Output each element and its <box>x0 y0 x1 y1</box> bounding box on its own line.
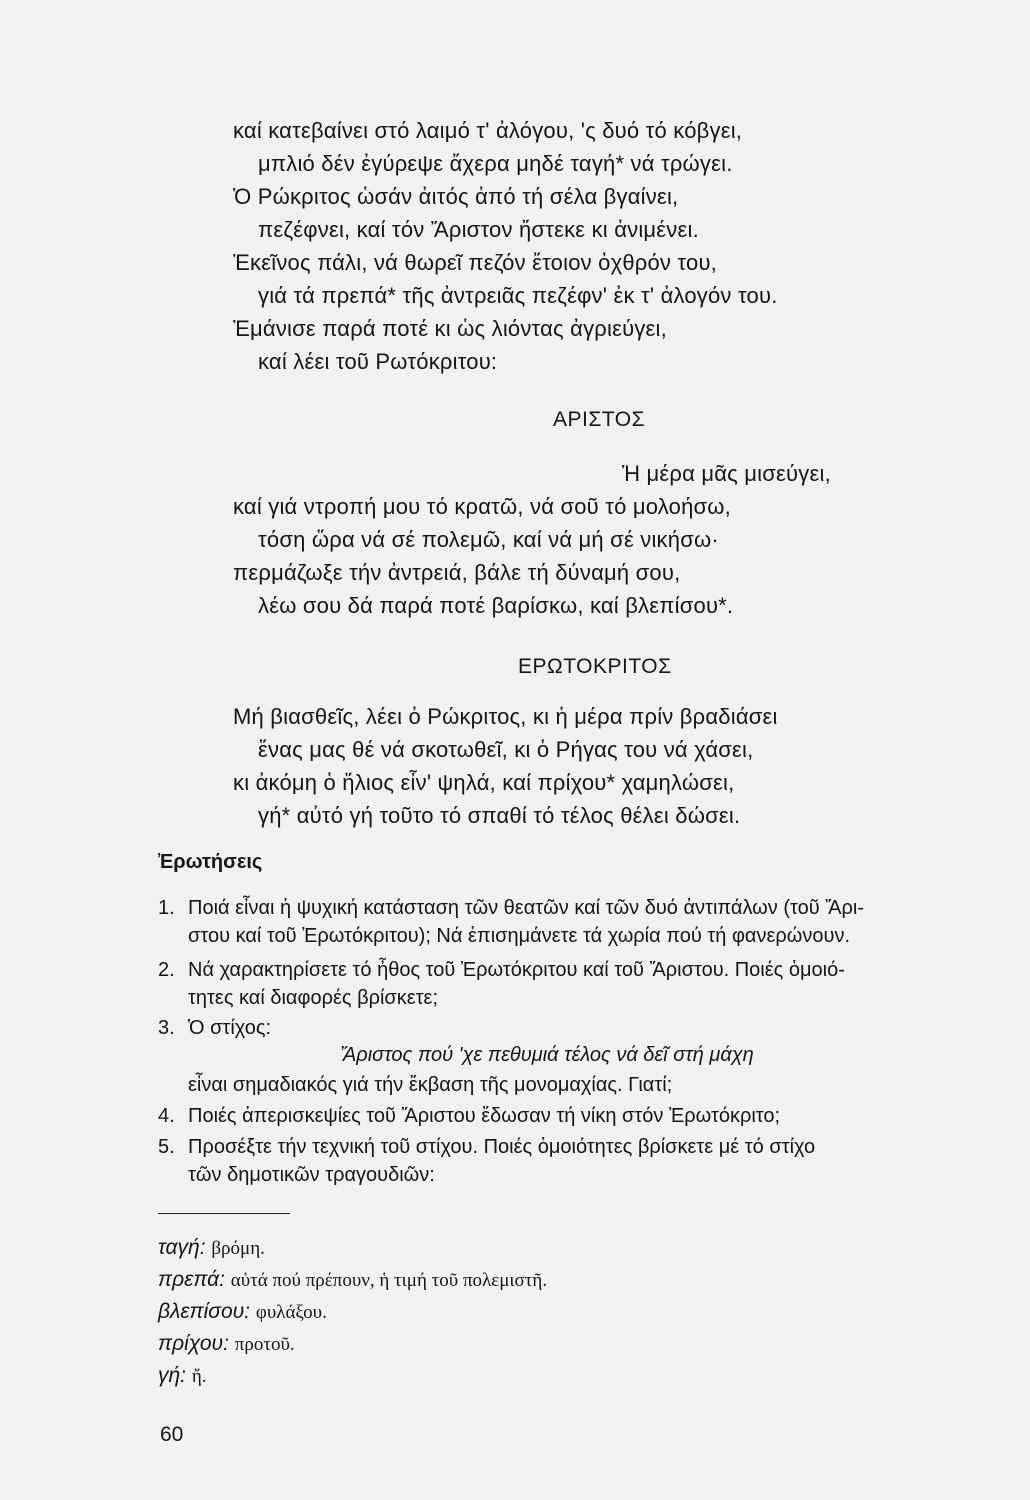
glossary-term: γή: <box>158 1364 186 1387</box>
speaker-heading: ΑΡΙΣΤΟΣ <box>553 408 646 431</box>
footnote-divider <box>158 1213 290 1214</box>
verse-line: καί κατεβαίνει στό λαιμό τ' ἀλόγου, 'ς δυό τό κόβγει, <box>233 118 743 143</box>
glossary-definition: αὐτά πού πρέπουν, ἡ τιμή τοῦ πολεμιστῆ. <box>230 1270 548 1291</box>
question-text: Νά χαρακτηρίσετε τό ἦθος τοῦ Ἐρωτόκριτου καί τοῦ Ἄριστου. Ποιές ὁμοιό- <box>188 959 845 981</box>
question-number: 2. <box>158 959 175 981</box>
speaker-heading: ΕΡΩΤΟΚΡΙΤΟΣ <box>518 655 672 678</box>
question-text: Προσέξτε τήν τεχνική τοῦ στίχου. Ποιές ὁμοιότητες βρίσκετε μέ τό στίχο <box>188 1136 816 1158</box>
verse-line: καί λέει τοῦ Ρωτόκριτου: <box>258 349 498 374</box>
questions-heading: Ἐρωτήσεις <box>158 851 263 873</box>
verse-line: τόση ὥρα νά σέ πολεμῶ, καί νά μή σέ νικήσω· <box>258 527 719 552</box>
verse-line: λέω σου δά παρά ποτέ βαρίσκω, καί βλεπίσου*. <box>258 593 734 618</box>
verse-line: πεζέφνει, καί τόν Ἄριστον ἤστεκε κι ἀνιμένει. <box>258 217 699 242</box>
verse-line: γιά τά πρεπά* τῆς ἀντρειᾶς πεζέφν' ἐκ τ' ἀλογόν του. <box>258 283 778 308</box>
question-item <box>158 894 1008 950</box>
glossary-definition: ἤ. <box>191 1366 207 1387</box>
verse-line: Ἡ μέρα μᾶς μισεύγει, <box>622 461 831 486</box>
glossary-term: πρεπά: <box>158 1268 225 1291</box>
glossary-term: πρίχου: <box>158 1332 229 1355</box>
glossary-entry <box>158 1268 547 1292</box>
glossary-definition: προτοῦ. <box>234 1334 295 1355</box>
question-item <box>158 956 1008 1012</box>
question-text: στου καί τοῦ Ἐρωτόκριτου); Νά ἐπισημάνετε τά χωρία πού τή φανερώνουν. <box>188 925 851 947</box>
quoted-verse: Ἄριστος πού 'χε πεθυμιά τέλος νά δεῖ στή μάχη <box>340 1044 754 1066</box>
question-text: Ποιά εἶναι ἡ ψυχική κατάσταση τῶν θεατῶν καί τῶν δυό ἀντιπάλων (τοῦ Ἄρι- <box>188 897 864 919</box>
verse-line: γή* αὐτό γή τοῦτο τό σπαθί τό τέλος θέλει δώσει. <box>258 803 741 828</box>
question-item <box>158 1133 1008 1189</box>
glossary-entry <box>158 1364 207 1388</box>
question-number: 1. <box>158 897 175 919</box>
verse-line: κι ἀκόμη ὁ ἥλιος εἶν' ψηλά, καί πρίχου* χαμηλώσει, <box>233 770 735 795</box>
verse-line: καί γιά ντροπή μου τό κρατῶ, νά σοῦ τό μολοήσω, <box>233 494 731 519</box>
question-item <box>158 1014 1008 1042</box>
question-continuation: εἶναι σημαδιακός γιά τήν ἔκβαση τῆς μονομαχίας. Γιατί; <box>188 1074 673 1096</box>
glossary-definition: βρόμη. <box>211 1238 265 1259</box>
verse-line: Μή βιασθεῖς, λέει ὁ Ρώκριτος, κι ἡ μέρα πρίν βραδιάσει <box>233 704 778 729</box>
glossary-term: ταγή: <box>158 1236 206 1259</box>
verse-line: περμάζωξε τήν ἀντρειά, βάλε τή δύναμή σου, <box>233 560 681 585</box>
verse-line: Ὁ Ρώκριτος ὡσάν ἀιτός ἀπό τή σέλα βγαίνει, <box>233 184 679 209</box>
question-text: Ὁ στίχος: <box>188 1017 272 1039</box>
glossary-entry <box>158 1236 265 1260</box>
verse-line: Ἐμάνισε παρά ποτέ κι ὡς λιόντας ἀγριεύγει, <box>233 316 667 341</box>
question-number: 4. <box>158 1105 175 1127</box>
glossary-entry <box>158 1300 327 1324</box>
question-number: 3. <box>158 1017 175 1039</box>
verse-line: Ἐκεῖνος πάλι, νά θωρεῖ πεζόν ἔτοιον ὀχθρόν του, <box>233 250 717 275</box>
verse-line: μπλιό δέν ἐγύρεψε ἄχερα μηδέ ταγή* νά τρώγει. <box>258 151 733 176</box>
question-text: τῶν δημοτικῶν τραγουδιῶν: <box>188 1164 435 1186</box>
question-number: 5. <box>158 1136 175 1158</box>
verse-line: ἕνας μας θέ νά σκοτωθεῖ, κι ὁ Ρήγας του νά χάσει, <box>258 737 754 762</box>
glossary-term: βλεπίσου: <box>158 1300 251 1323</box>
question-text: τητες καί διαφορές βρίσκετε; <box>188 987 439 1009</box>
question-text: Ποιές ἀπερισκεψίες τοῦ Ἄριστου ἔδωσαν τή νίκη στόν Ἐρωτόκριτο; <box>188 1105 781 1127</box>
glossary-entry <box>158 1332 295 1356</box>
glossary-definition: φυλάξου. <box>255 1302 327 1323</box>
question-item <box>158 1102 1008 1130</box>
page-number: 60 <box>160 1423 184 1446</box>
